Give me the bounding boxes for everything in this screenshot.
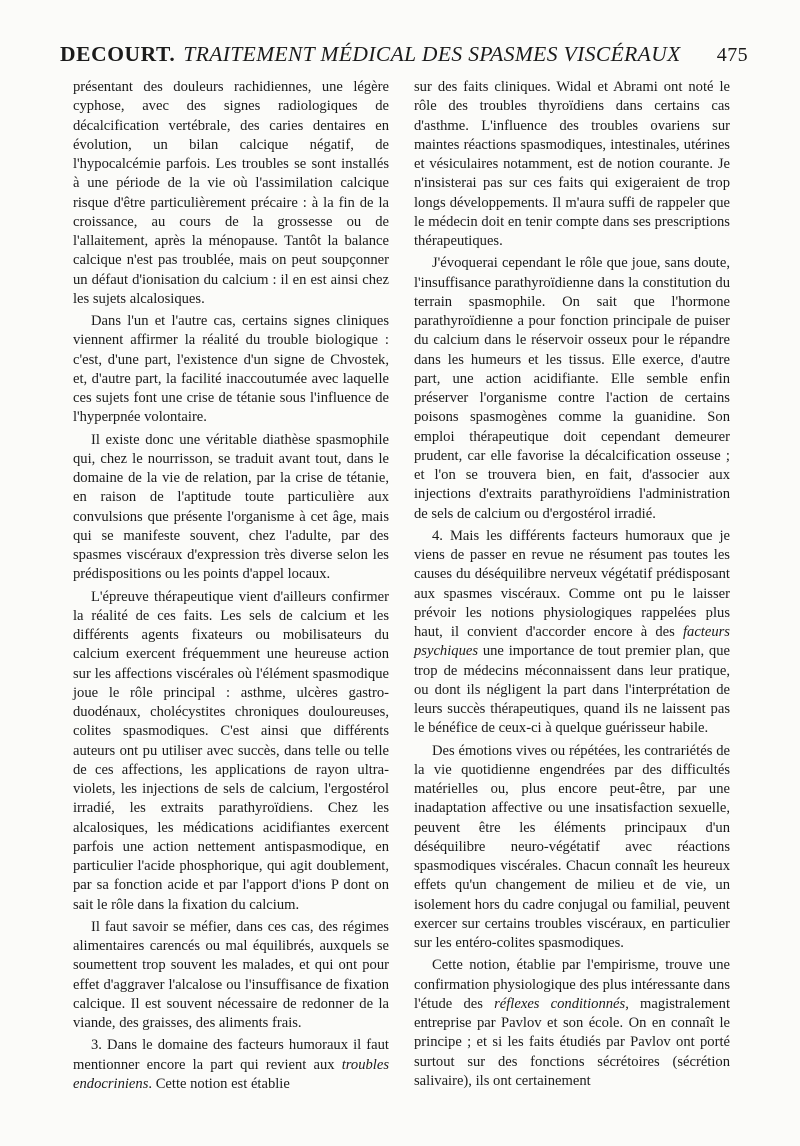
- right-paragraph-3-start: 4. Mais les différents facteurs humoraux que je viens de passer en revue ne résument pas toutes les causes du déséquilibre nerveux végétatif prédisposant aux spasmes viscéraux. Comme ont pu le laisser prévoir les notions physiologiques rappelées plus haut, il convient d'accorder encore à des: [414, 527, 730, 640]
- page-number: 475: [716, 44, 748, 66]
- left-paragraph-3: Il existe donc une véritable diathèse spasmophile qui, chez le nourrisson, se traduit avant tout, dans le domaine de la vie de relation, par la crise de tétanie, en raison de l'aptitude toute particulière aux convulsions que présente l'organisme à cet âge, mais qui se manifeste souvent, chez l'adulte, par des spasmes viscéraux d'expression très diverse selon les prédispositions ou les points d'appel locaux.: [73, 431, 389, 583]
- left-paragraph-6-start: 3. Dans le domaine des facteurs humoraux il faut mentionner encore la part qui revient aux: [73, 1037, 389, 1073]
- left-paragraph-5: Il faut savoir se méfier, dans ces cas, des régimes alimentaires carencés ou mal équilibrés, auxquels se soumettent trop souvent les malades, et qui ont pour effet d'aggraver l'alcalose ou l'insuffisance de fixation calcique. Il est souvent nécessaire de redonner de la viande, des graisses, des aliments frais.: [73, 918, 389, 1031]
- left-column: [73, 78, 389, 1094]
- right-paragraph-4: Des émotions vives ou répétées, les contrariétés de la vie quotidienne engendrées par des difficultés matérielles ou, plus encore peut-être, par une inadaptation affective ou une insatisfaction sexuelle, peuvent être les éléments principaux d'un déséquilibre neuro-végétatif avec réactions spasmodiques viscérales. Chacun connaît les heureux effets qu'un changement de milieu et de vie, un isolement hors du cadre conjugal ou familial, peuvent exercer sur certains troubles viscéraux, en particulier sur les entéro-colites spasmodiques.: [414, 742, 730, 951]
- left-paragraph-6-end: . Cette notion est établie: [148, 1075, 290, 1092]
- right-paragraph-3: [414, 527, 730, 739]
- right-column: [414, 78, 730, 1091]
- running-header: [60, 42, 748, 67]
- left-paragraph-6: [73, 1036, 389, 1094]
- italic-troubles-endocriniens: troubles endocriniens: [73, 1056, 390, 1092]
- right-paragraph-5: [414, 956, 730, 1091]
- right-paragraph-3-end: une importance de tout premier plan, que trop de médecins méconnaissent dans leur pratique, ou dont ils négligent la part dans l'interprétation de leurs succès thérapeutiques, quand ils ne laissent pas le bénéfice de ceux-ci à quelque guérisseur habile.: [414, 643, 730, 737]
- italic-facteurs-psychiques: facteurs psychiques: [414, 624, 730, 660]
- header-author: DECOURT.: [60, 42, 176, 66]
- left-paragraph-2: Dans l'un et l'autre cas, certains signes cliniques viennent affirmer la réalité du trouble biologique : c'est, d'une part, l'existence d'un signe de Chvostek, et, d'autre part, la facilité inaccoutumée avec laquelle ces sujets font une crise de tétanie sous l'influence de l'hyperpnée volontaire.: [73, 313, 389, 426]
- right-paragraph-2: J'évoquerai cependant le rôle que joue, sans doute, l'insuffisance parathyroïdienne dans la constitution du terrain spasmophile. On sait que l'hormone parathyroïdienne a pour fonction principale de puiser du calcium dans le réservoir osseux pour le répandre dans les humeurs et les tissus. Elle exerce, d'autre part, une action acidifiante. Elle semble enfin préserver l'organisme contre l'action de certains poisons spasmogènes comme la guanidine. Son emploi thérapeutique doit cependant demeurer prudent, car elle favorise la décalcification osseuse ; et l'on se trouvera bien, en fait, d'associer aux injections d'extraits parathyroïdiens l'administration de sels de calcium ou d'ergostérol irradié.: [414, 255, 730, 522]
- left-paragraph-1: présentant des douleurs rachidiennes, une légère cyphose, avec des signes radiologiques de décalcification vertébrale, des caries dentaires en évolution, un bilan calcique négatif, de l'hypocalcémie parfois. Les troubles se sont installés à une période de la vie où l'assimilation calcique risque d'être particulièrement précaire : à la fin de la croissance, au cours de la grossesse ou de l'allaitement, après la ménopause. Tantôt la balance calcique n'est pas troublée, mais on peut soupçonner un défaut d'ionisation du calcium : il en est ainsi chez les sujets alcalosiques.: [73, 79, 389, 307]
- header-title: TRAITEMENT MÉDICAL DES SPASMES VISCÉRAUX: [183, 42, 681, 66]
- right-paragraph-1: sur des faits cliniques. Widal et Abrami ont noté le rôle des troubles thyroïdiens dans certains cas d'asthme. L'influence des troubles ovariens sur maintes réactions spasmodiques, intestinales, utérines et vésiculaires notamment, est de notion courante. Je n'insisterai pas sur ces faits qui exigeraient de trop longs développements. Il m'aura suffi de rappeler que le médecin doit en tenir compte dans ses prescriptions thérapeutiques.: [414, 79, 730, 249]
- right-paragraph-5-end: , magistralement entreprise par Pavlov et son école. On en connaît le principe ; et si les faits étudiés par Pavlov ont porté surtout sur des fonctions sécrétoires (sécrétion salivaire), ils ont certainement: [414, 995, 730, 1089]
- left-paragraph-4: L'épreuve thérapeutique vient d'ailleurs confirmer la réalité de ces faits. Les sels de calcium et les différents agents fixateurs ou mobilisateurs du calcium exercent fréquemment une heureuse action sur les affections viscérales où l'élément spasmodique joue le rôle principal : asthme, ulcères gastro-duodénaux, cholécystites chroniques douloureuses, colites spasmodiques. C'est ainsi que différents auteurs ont pu utiliser avec succès, dans telle ou telle de ces affections, les applications de rayon ultra-violets, les injections de sels de calcium, l'ergostérol irradié, les extraits parathyroïdiens. Chez les alcalosiques, les médications acidifiantes exercent parfois une action nettement antispasmodique, en particulier l'acide phosphorique, qui agit doublement, par sa fonction acide et par l'apport d'ions P dont on sait le rôle dans la fixation du calcium.: [73, 588, 389, 913]
- italic-reflexes-conditionnes: réflexes conditionnés: [494, 995, 626, 1012]
- right-paragraph-5-start: Cette notion, établie par l'empirisme, trouve une confirmation physiologique des plus intéressante dans l'étude des: [414, 957, 730, 1012]
